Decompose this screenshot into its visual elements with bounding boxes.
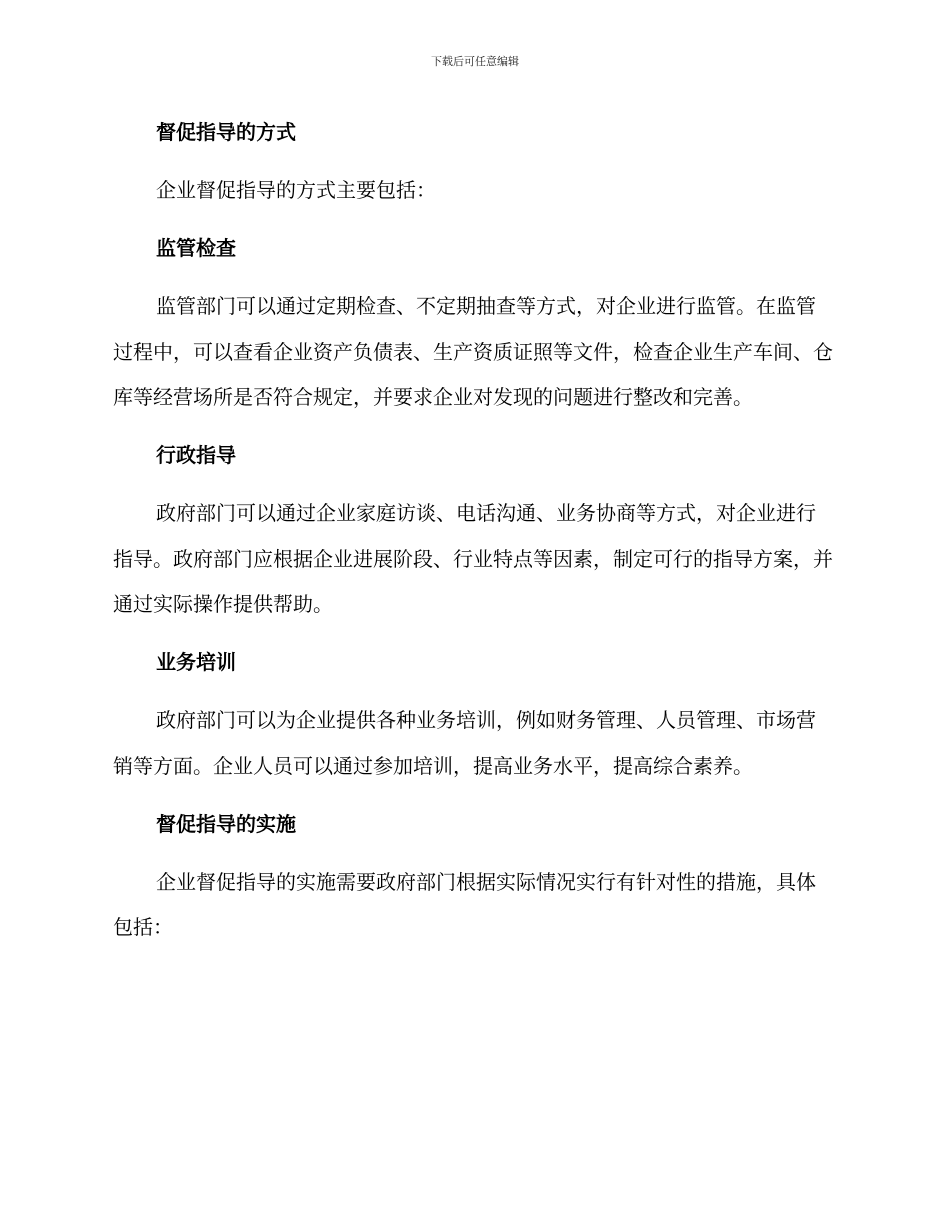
section-paragraph: 政府部门可以通过企业家庭访谈、电话沟通、业务协商等方式，对企业进行指导。政府部门应根据企业进展阶段、行业特点等因素，制定可行的指导方案，并通过实际操作提供帮助。 (113, 501, 833, 616)
document-body (113, 110, 833, 963)
section-heading: 督促指导的方式 (156, 120, 296, 144)
section-heading: 监管检查 (156, 236, 236, 260)
page-header-note: 下载后可任意编辑 (431, 55, 519, 68)
section-paragraph: 企业督促指导的实施需要政府部门根据实际情况实行有针对性的措施，具体包括： (113, 869, 816, 939)
section-heading: 行政指导 (156, 443, 236, 467)
section-paragraph: 政府部门可以为企业提供各种业务培训，例如财务管理、人员管理、市场营销等方面。企业人员可以通过参加培训，提高业务水平，提高综合素养。 (113, 708, 816, 778)
section-business-training (113, 640, 833, 789)
section-paragraph: 企业督促指导的方式主要包括： (156, 178, 436, 202)
section-implementation (113, 802, 833, 951)
section-methods (113, 110, 833, 214)
section-administrative-guidance (113, 433, 833, 628)
section-paragraph: 监管部门可以通过定期检查、不定期抽查等方式，对企业进行监管。在监管过程中，可以查看企业资产负债表、生产资质证照等文件，检查企业生产车间、仓库等经营场所是否符合规定，并要求企业对发现的问题进行整改和完善。 (113, 294, 833, 409)
section-heading: 督促指导的实施 (156, 811, 296, 836)
section-inspection (113, 226, 833, 421)
section-heading: 业务培训 (156, 650, 236, 674)
